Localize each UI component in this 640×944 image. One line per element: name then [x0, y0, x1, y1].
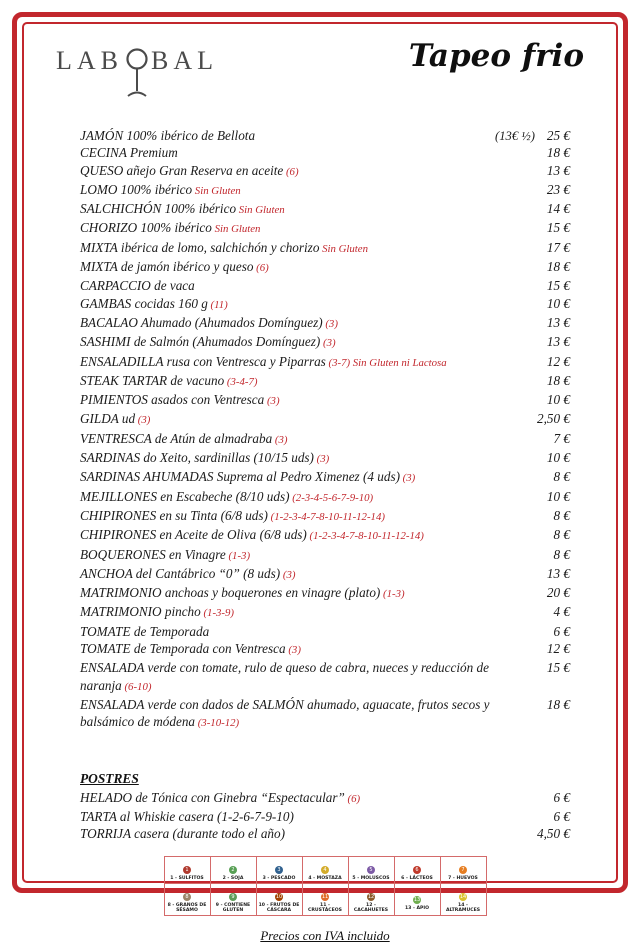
- menu-item-name: [80, 584, 502, 603]
- price-value: 10 €: [546, 392, 570, 408]
- menu-item-text: CHIPIRONES en Aceite de Oliva (6/8 uds): [80, 527, 307, 543]
- menu-item-text: JAMÓN 100% ibérico de Bellota: [80, 128, 256, 143]
- menu-item-name: [80, 488, 502, 507]
- menu-item-price: [495, 127, 570, 145]
- menu-item-price: [547, 488, 570, 505]
- allergen-label: 3 - PESCADO: [262, 876, 296, 882]
- allergen-label: 14 - ALTRAMUCES: [445, 902, 481, 914]
- price-value: 7 €: [553, 430, 570, 446]
- menu-item-text: MIXTA ibérica de lomo, salchichón y chorizo: [80, 239, 320, 255]
- menu-item-name: [80, 659, 502, 696]
- allergen-note: (6): [344, 792, 361, 805]
- price-value: 10 €: [546, 295, 570, 311]
- price-value: 12 €: [546, 353, 570, 369]
- menu-item-name: [80, 430, 502, 449]
- menu-item-name: [80, 127, 502, 144]
- price-value: 10 €: [546, 450, 570, 466]
- allergen-cell: [256, 883, 302, 915]
- menu-item-text: ENSALADILLA rusa con Ventresca y Piparras: [80, 353, 326, 369]
- menu-item-text: LOMO 100% ibérico: [80, 181, 193, 197]
- allergen-icon: 12: [367, 893, 375, 900]
- menu-item-price: [547, 353, 570, 370]
- price-value: 6 €: [553, 808, 570, 824]
- menu-body: [80, 127, 570, 944]
- menu-item-text: SASHIMI de Salmón (Ahumados Domínguez): [80, 334, 321, 350]
- price-value: 25 €: [546, 128, 570, 143]
- allergen-icon: 14: [459, 893, 467, 900]
- allergen-note: (3): [135, 414, 151, 427]
- price-value: 15 €: [546, 278, 570, 294]
- menu-item: [80, 239, 570, 258]
- desserts-item-list: [80, 789, 570, 843]
- price-value: 13 €: [546, 314, 570, 330]
- menu-header: [54, 36, 586, 114]
- menu-item-text: SARDINAS AHUMADAS Suprema al Pedro Ximenez (4 uds): [80, 469, 400, 485]
- allergen-icon: 6: [413, 866, 421, 874]
- allergen-icon: 3: [275, 866, 283, 874]
- menu-item-list: [80, 127, 570, 733]
- allergen-cell: [302, 883, 348, 915]
- allergen-icon: 2: [229, 866, 237, 874]
- menu-item: [80, 314, 570, 333]
- wine-glass-icon: [124, 48, 150, 74]
- allergen-note: (1-3): [380, 588, 405, 601]
- menu-item-name: [80, 696, 502, 733]
- menu-item-text: QUESO añejo Gran Reserva en aceite: [80, 162, 284, 178]
- allergen-icon: 7: [459, 866, 467, 874]
- allergen-icon: 11: [321, 893, 329, 900]
- allergen-note: (3): [280, 568, 296, 581]
- menu-item-price: [554, 526, 570, 543]
- menu-item-text: ENSALADA verde con tomate, rulo de queso de cabra, nueces y reducción de naranja: [80, 660, 489, 693]
- allergen-label: 1 - SULFITOS: [170, 876, 204, 882]
- page-title: Tapeo frio: [408, 38, 584, 74]
- menu-item-price: [547, 584, 570, 601]
- allergen-icon: 8: [183, 893, 191, 901]
- menu-item-text: ENSALADA verde con dados de SALMÓN ahumado, aguacate, frutos secos y balsámico de módena: [80, 696, 490, 730]
- menu-item: [80, 353, 570, 372]
- menu-item-price: [547, 391, 570, 408]
- menu-item-text: MIXTA de jamón ibérico y queso: [80, 259, 254, 275]
- price-value: 8 €: [553, 469, 570, 485]
- desserts-heading: POSTRES: [80, 770, 139, 786]
- menu-item-name: [80, 468, 502, 487]
- allergen-note: (1-2-3-4-7-8-10-11-12-14): [306, 530, 424, 543]
- price-value: 18 €: [546, 696, 570, 712]
- menu-item-price: [537, 410, 570, 427]
- menu-item-price: [554, 623, 570, 640]
- menu-item-name: [80, 565, 502, 584]
- restaurant-logo: [56, 46, 218, 76]
- menu-item-text: TOMATE de Temporada con Ventresca: [80, 641, 286, 657]
- vat-note: Precios con IVA incluido: [260, 927, 390, 943]
- allergen-icon: 1: [183, 866, 191, 874]
- menu-item-price: [547, 640, 570, 657]
- menu-item-text: GAMBAS cocidas 160 g: [80, 295, 208, 311]
- menu-item-name: [80, 449, 502, 468]
- price-value: 17 €: [546, 239, 570, 255]
- menu-item: [80, 526, 570, 545]
- price-value: 12 €: [546, 641, 570, 657]
- allergen-note: (1-3): [225, 549, 251, 562]
- logo-text-right: BAL: [151, 46, 218, 75]
- menu-item-price: [547, 181, 570, 198]
- menu-item-name: [80, 314, 502, 333]
- menu-item-text: VENTRESCA de Atún de almadraba: [80, 430, 273, 446]
- price-value: 6 €: [553, 623, 570, 639]
- allergen-note: (6): [253, 262, 269, 275]
- menu-item-price: [547, 295, 570, 312]
- menu-item: [80, 181, 570, 200]
- menu-item-name: [80, 258, 502, 277]
- menu-item-name: [80, 789, 502, 808]
- allergen-cell: [440, 883, 486, 915]
- price-value: 13 €: [546, 334, 570, 350]
- menu-item-text: TORRIJA casera (durante todo el año): [80, 826, 285, 842]
- allergen-note: (6): [283, 165, 299, 178]
- menu-item-text: STEAK TARTAR de vacuno: [80, 372, 225, 388]
- menu-item: [80, 468, 570, 487]
- menu-item-price: [537, 825, 570, 842]
- menu-item-price: [554, 808, 570, 825]
- price-value: 8 €: [553, 527, 570, 543]
- allergen-cell: [210, 883, 256, 915]
- menu-item-name: [80, 603, 502, 622]
- menu-item-text: BOQUERONES en Vinagre: [80, 546, 226, 562]
- menu-item: [80, 295, 570, 314]
- allergen-note: Sin Gluten: [319, 242, 369, 255]
- menu-item-name: [80, 391, 502, 410]
- menu-item-name: [80, 623, 502, 640]
- menu-item-name: [80, 181, 502, 200]
- allergen-note: (3-10-12): [195, 717, 240, 730]
- allergen-label: 11 - CRUSTÁCEOS: [307, 902, 342, 914]
- menu-item: [80, 623, 570, 640]
- menu-item-text: CHIPIRONES en su Tinta (6/8 uds): [80, 507, 268, 523]
- allergen-legend: [164, 856, 487, 916]
- price-value: 23 €: [546, 181, 570, 197]
- desserts-section: [80, 771, 570, 843]
- menu-item-name: [80, 808, 502, 825]
- allergen-note: (3): [320, 337, 336, 350]
- price-value: 15 €: [546, 660, 570, 676]
- price-value: 4 €: [553, 604, 570, 620]
- price-value: 10 €: [546, 488, 570, 504]
- menu-item-name: [80, 200, 502, 219]
- menu-item-text: PIMIENTOS asados con Ventresca: [80, 392, 265, 408]
- allergen-note: (3): [313, 453, 330, 466]
- price-value: 2,50 €: [537, 411, 570, 427]
- menu-item-text: TOMATE de Temporada: [80, 623, 210, 639]
- menu-item: [80, 640, 570, 659]
- allergen-cell: [394, 857, 440, 884]
- allergen-note: (1-2-3-4-7-8-10-11-12-14): [267, 510, 385, 523]
- menu-item: [80, 391, 570, 410]
- menu-item-price: [554, 546, 570, 563]
- price-value: 13 €: [546, 565, 570, 581]
- allergen-cell: [256, 857, 302, 884]
- price-value: 4,50 €: [537, 826, 570, 842]
- menu-item-text: TARTA al Whiskie casera (1-2-6-7-9-10): [80, 808, 294, 824]
- allergen-label: 5 - MOLUSCOS: [352, 876, 390, 882]
- menu-item: [80, 200, 570, 219]
- menu-item-text: MATRIMONIO anchoas y boquerones en vinagre (plato): [80, 585, 381, 601]
- menu-item-price: [547, 659, 570, 676]
- allergen-cell: [164, 857, 210, 884]
- menu-item: [80, 507, 570, 526]
- menu-item: [80, 449, 570, 468]
- menu-item-price: [547, 200, 570, 217]
- menu-item-price: [547, 144, 570, 161]
- allergen-icon: 9: [229, 893, 237, 901]
- allergen-label: 13 - APIO: [404, 905, 430, 911]
- allergen-label: 8 - GRANOS DE SÉSAMO: [167, 902, 207, 914]
- menu-item: [80, 127, 570, 144]
- allergen-note: Sin Gluten: [211, 223, 261, 236]
- allergen-label: 7 - HUEVOS: [448, 876, 478, 882]
- menu-item-price: [554, 430, 570, 447]
- allergen-label: 10 - FRUTOS DE CÁSCARA: [258, 902, 300, 914]
- menu-item: [80, 696, 570, 733]
- menu-item: [80, 603, 570, 622]
- menu-item: [80, 488, 570, 507]
- half-portion-note: (13€ ½): [495, 129, 535, 143]
- allergen-note: (2-3-4-5-6-7-9-10): [289, 491, 374, 504]
- allergen-row: [164, 883, 486, 915]
- menu-item-price: [547, 239, 570, 256]
- allergen-note: (11): [207, 298, 228, 311]
- allergen-note: (3-7) Sin Gluten ni Lactosa: [325, 356, 447, 369]
- menu-item-price: [547, 372, 570, 389]
- price-value: 8 €: [553, 546, 570, 562]
- menu-item-name: [80, 219, 502, 238]
- menu-item-price: [547, 333, 570, 350]
- menu-item-text: MATRIMONIO pincho: [80, 604, 201, 620]
- price-value: 13 €: [546, 162, 570, 178]
- menu-item-price: [547, 565, 570, 582]
- allergen-label: 9 - CONTIENE GLUTEN: [215, 902, 251, 914]
- allergen-label: 6 - LÁCTEOS: [401, 876, 433, 882]
- price-value: 8 €: [553, 507, 570, 523]
- menu-item-name: [80, 640, 502, 659]
- allergen-icon: 5: [367, 866, 375, 874]
- allergen-cell: [302, 857, 348, 884]
- menu-item-name: [80, 526, 502, 545]
- menu-item: [80, 546, 570, 565]
- allergen-icon: 4: [321, 866, 329, 874]
- menu-item-text: MEJILLONES en Escabeche (8/10 uds): [80, 488, 290, 504]
- allergen-note: (3): [322, 317, 338, 330]
- menu-item: [80, 219, 570, 238]
- menu-item-name: [80, 239, 502, 258]
- price-value: 18 €: [546, 259, 570, 275]
- menu-item-text: CECINA Premium: [80, 145, 178, 161]
- menu-item-name: [80, 295, 502, 314]
- allergen-note: (3): [285, 644, 301, 657]
- allergen-note: (1-3-9): [200, 607, 235, 620]
- allergen-cell: [348, 883, 394, 915]
- price-value: 18 €: [546, 372, 570, 388]
- menu-item: [80, 144, 570, 161]
- menu-item-price: [554, 789, 570, 806]
- menu-item-price: [554, 507, 570, 524]
- menu-item-price: [547, 314, 570, 331]
- menu-item-name: [80, 410, 502, 429]
- allergen-note: (3): [272, 433, 288, 446]
- menu-item-text: SALCHICHÓN 100% ibérico: [80, 201, 237, 217]
- allergen-note: Sin Gluten: [236, 204, 285, 217]
- menu-item: [80, 825, 570, 842]
- menu-item-text: BACALAO Ahumado (Ahumados Domínguez): [80, 314, 323, 330]
- menu-item: [80, 430, 570, 449]
- menu-item: [80, 410, 570, 429]
- allergen-cell: [440, 857, 486, 884]
- price-value: 14 €: [546, 201, 570, 217]
- menu-item-name: [80, 825, 502, 842]
- menu-item-price: [547, 219, 570, 236]
- allergen-label: 12 - CACAHUETES: [353, 902, 389, 914]
- allergen-label: 4 - MOSTAZA: [308, 876, 342, 882]
- allergen-row: [164, 857, 486, 884]
- menu-item-text: CHORIZO 100% ibérico: [80, 220, 212, 236]
- menu-item-name: [80, 372, 502, 391]
- allergen-note: (3): [264, 395, 280, 408]
- menu-item-price: [547, 277, 570, 294]
- menu-item-name: [80, 144, 502, 161]
- menu-item-name: [80, 277, 502, 294]
- menu-item: [80, 333, 570, 352]
- menu-item-price: [547, 162, 570, 179]
- allergen-icon: 13: [413, 896, 421, 903]
- menu-item-text: GILDA ud: [80, 411, 136, 427]
- menu-item-name: [80, 162, 502, 181]
- allergen-note: (3): [399, 472, 416, 485]
- allergen-cell: [394, 883, 440, 915]
- menu-item: [80, 584, 570, 603]
- menu-item: [80, 277, 570, 294]
- menu-item-name: [80, 546, 502, 565]
- price-value: 6 €: [553, 789, 570, 805]
- allergen-label: 2 - SOJA: [222, 876, 244, 882]
- allergen-note: (3-4-7): [224, 375, 258, 388]
- menu-item: [80, 808, 570, 825]
- menu-item-text: ANCHOA del Cantábrico “0” (8 uds): [80, 565, 281, 581]
- allergen-icon: 10: [275, 893, 283, 900]
- menu-item: [80, 659, 570, 696]
- menu-item: [80, 258, 570, 277]
- logo-text-left: LAB: [56, 46, 123, 75]
- menu-item: [80, 789, 570, 808]
- menu-item: [80, 565, 570, 584]
- allergen-cell: [348, 857, 394, 884]
- menu-item: [80, 372, 570, 391]
- price-value: 18 €: [546, 145, 570, 161]
- allergen-cell: [210, 857, 256, 884]
- menu-item-price: [554, 468, 570, 485]
- menu-item-price: [547, 449, 570, 466]
- menu-item: [80, 162, 570, 181]
- menu-item-text: SARDINAS do Xeito, sardinillas (10/15 uds): [80, 450, 314, 466]
- menu-item-name: [80, 353, 502, 372]
- menu-item-text: CARPACCIO de vaca: [80, 278, 195, 294]
- menu-item-text: HELADO de Tónica con Ginebra “Espectacular”: [80, 789, 345, 805]
- allergen-note: (6-10): [121, 680, 152, 693]
- menu-item-name: [80, 333, 502, 352]
- price-value: 20 €: [546, 585, 570, 601]
- allergen-note: Sin Gluten: [192, 184, 241, 197]
- price-value: 15 €: [546, 220, 570, 236]
- menu-item-name: [80, 507, 502, 526]
- allergen-cell: [164, 883, 210, 915]
- menu-item-price: [547, 258, 570, 275]
- menu-item-price: [547, 696, 570, 713]
- menu-item-price: [554, 603, 570, 620]
